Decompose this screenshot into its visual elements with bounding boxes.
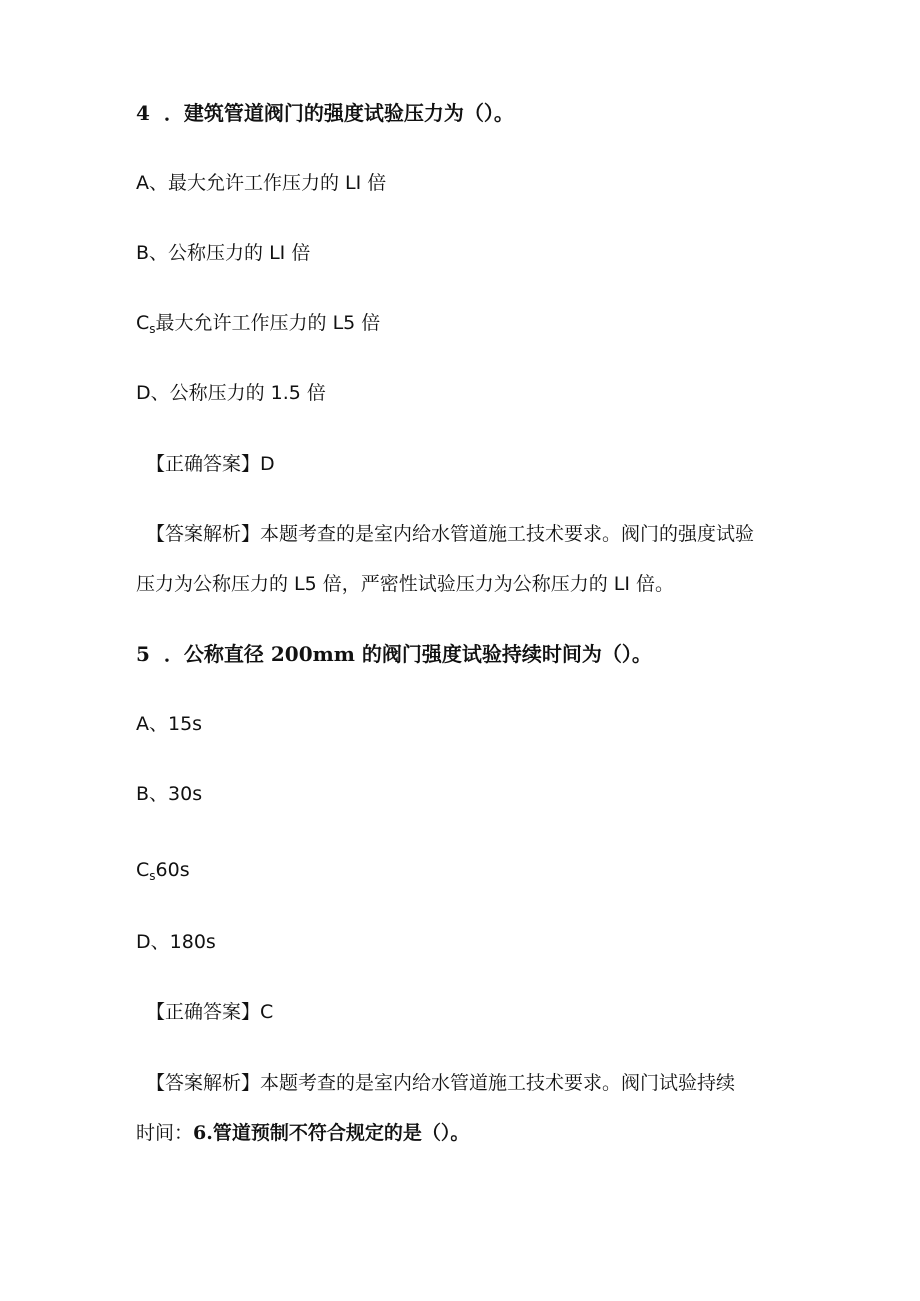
option-text: 30s bbox=[168, 783, 203, 805]
option-text: 公称压力的 LI 倍 bbox=[168, 242, 311, 264]
question-4-answer: 【正确答案】D bbox=[146, 453, 275, 475]
option-prefix-sub: s bbox=[149, 869, 156, 883]
question-4-option-c bbox=[136, 310, 380, 342]
question-4-number: 4 bbox=[136, 101, 150, 125]
question-5-option-d bbox=[136, 929, 216, 955]
question-5-analysis-line-1: 【答案解析】本题考查的是室内给水管道施工技术要求。阀门试验持续 bbox=[146, 1072, 736, 1094]
option-text: 180s bbox=[169, 931, 216, 953]
question-4-analysis-line-2: 压力为公称压力的 L5 倍，严密性试验压力为公称压力的 LI 倍。 bbox=[136, 573, 675, 595]
option-prefix: A、 bbox=[136, 172, 168, 194]
question-4-title bbox=[136, 100, 514, 126]
question-5-option-a bbox=[136, 711, 202, 737]
option-prefix: C bbox=[136, 312, 150, 334]
question-6-text: 管道预制不符合规定的是（）。 bbox=[212, 1122, 470, 1144]
question-4-analysis-line-1: 【答案解析】本题考查的是室内给水管道施工技术要求。阀门的强度试验 bbox=[146, 523, 755, 545]
question-5-text-b: 的阀门强度试验持续时间为（）。 bbox=[354, 642, 652, 666]
question-5-text-a: 公称直径 bbox=[183, 642, 271, 666]
question-4-separator: ． bbox=[163, 101, 184, 125]
analysis-prefix: 时间： bbox=[136, 1122, 194, 1144]
option-text: 最大允许工作压力的 LI 倍 bbox=[168, 172, 387, 194]
option-prefix: B、 bbox=[136, 783, 169, 805]
question-4-text: 建筑管道阀门的强度试验压力为（）。 bbox=[183, 101, 514, 125]
question-5-text-number: 200mm bbox=[270, 642, 355, 666]
option-prefix: C bbox=[136, 859, 150, 881]
option-prefix-sub: s bbox=[149, 322, 156, 336]
option-text: 公称压力的 1.5 倍 bbox=[169, 382, 326, 404]
question-4-option-d bbox=[136, 380, 326, 406]
option-prefix: D、 bbox=[136, 382, 170, 404]
question-5-option-b bbox=[136, 781, 202, 807]
question-5-option-c bbox=[136, 857, 190, 889]
question-5-answer: 【正确答案】C bbox=[146, 1001, 274, 1023]
option-prefix: A、 bbox=[136, 713, 168, 735]
option-text: 15s bbox=[168, 713, 203, 735]
question-4-option-b bbox=[136, 240, 310, 266]
option-text: 最大允许工作压力的 L5 倍 bbox=[155, 312, 381, 334]
question-6-number: 6. bbox=[193, 1122, 213, 1144]
question-5-analysis-line-2 bbox=[136, 1120, 469, 1146]
option-prefix: D、 bbox=[136, 931, 170, 953]
question-5-separator: ． bbox=[163, 642, 184, 666]
question-5-number: 5 bbox=[136, 642, 150, 666]
option-text: 60s bbox=[155, 859, 190, 881]
question-4-option-a bbox=[136, 170, 386, 196]
option-prefix: B、 bbox=[136, 242, 169, 264]
question-5-title bbox=[136, 641, 652, 667]
